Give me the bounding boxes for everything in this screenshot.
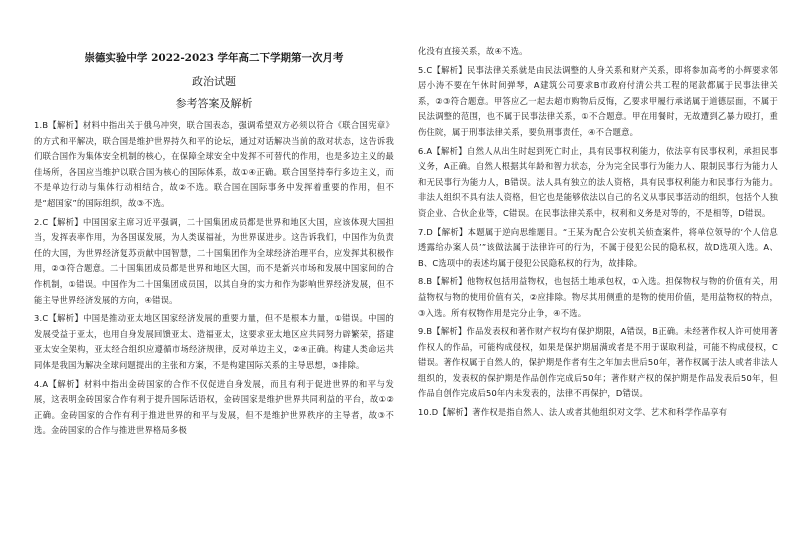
answer-item-5: 5.C【解析】民事法律关系就是由民法调整的人身关系和财产关系，即将参加高考的小辉要求邻居小涛不要在午休时间弹琴，A建筑公司要求B市政府付清公共工程的尾款都属于民事法律关系，②③符合题意。甲答应乙一起去超市购物后反悔，乙要求甲履行承诺属于道德层面，不属于民法调整的范围，也不属于民事法律关系，①不合题意。甲在用餐时，无故遭到乙暴力殴打，重伤住院，属于刑事法律关系，要负刑事责任，④不合题意。 (418, 64, 778, 137)
right-column (418, 0, 778, 424)
answer-item-7: 7.D【解析】本题属于逆向思维题目。“王某为配合公安机关侦查案件，将单位领导的‘个人信息透露给办案人员’”该做法属于法律许可的行为，不属于侵犯公民的隐私权，故D选项入选。A、B、C选项中的表述均属于侵犯公民隐私权的行为，故排除。 (418, 226, 778, 268)
answer-item-10: 10.D【解析】著作权是指自然人、法人或者其他组织对文学、艺术和科学作品享有 (418, 407, 728, 418)
answer-item-1: 1.B【解析】材料中指出关于俄乌冲突，联合国表态，强调希望双方必须以符合《联合国宪章》的方式和平解决，联合国是维护世界持久和平的论坛，通过对话解决当前的敌对状态，这告诉我们联合国作为集体安全机制的核心，在保障全球安全中发挥不可替代的作用，也是多边主义的最佳场所，各国应当维护以联合国为核心的国际体系，故①④正确。联合国坚持奉行多边主义，而不是单边行动与集体行动相结合，故②不选。联合国在国际事务中发挥着重要的作用，但不是“超国家”的国际组织，故③不选。 (34, 120, 394, 208)
subject-title: 政治试题 (192, 75, 236, 88)
answer-item-4: 4.A【解析】材料中指出金砖国家的合作不仅促进自身发展，而且有利于促进世界的和平与发展，这表明金砖国家合作有利于提升国际话语权，金砖国家是维护世界共同利益的平台，故①②正确。金砖国家的合作有利于推进世界的和平与发展，但不是维护世界秩序的主导者，故③不选。金砖国家的合作与推进世界格局多极 (34, 378, 394, 436)
answer-item-2: 2.C【解析】中国国家主席习近平强调，二十国集团成员都是世界和地区大国，应该体现大国担当，发挥表率作用，为各国谋发展，为人类谋福祉，为世界谋进步。这告诉我们，中国作为负责任的大国，为世界经济复苏贡献中国智慧，二十国集团作为全球经济治理平台，应发挥其积极作用，②③符合题意。二十国集团成员都是世界和地区大国，而不是新兴市场和发展中国家间的合作机制，①错误。中国作为二十国集团成员国，以其自身的实力和作为影响世界经济发展，但不能主导世界经济发展的方向，④错误。 (34, 216, 394, 305)
answer-item-4-continued: 化没有直接关系，故④不选。 (418, 46, 528, 56)
left-answers (34, 118, 394, 439)
right-answers (418, 44, 778, 421)
answer-item-9: 9.B【解析】作品发表权和著作财产权均有保护期限，A错误，B正确。未经著作权人许可使用著作权人的作品，可能构成侵权，如果是保护期届满或者是不用于谋取利益，可能不构成侵权，C错误。著作权属于自然人的，保护期是作者有生之年加去世后50年，著作权属于法人或者非法人组织的，发表权的保护期是作品创作完成后50年；著作财产权的保护期是作品发表后50年，但作品自创作完成后50年内未发表的，法律不再保护，D错误。 (418, 326, 778, 399)
answer-item-8: 8.B【解析】他物权包括用益物权，也包括土地承包权，①入选。担保物权与物的价值有关，用益物权与物的使用价值有关，②应排除。物尽其用侧重的是物的使用价值，是用益物权的特点，③入选。所有权物作用是完分止争，④不选。 (418, 276, 778, 318)
left-column (34, 0, 394, 442)
answer-key-title: 参考答案及解析 (175, 97, 253, 110)
answer-item-6: 6.A【解析】自然人从出生时起到死亡时止，具有民事权利能力，依法享有民事权利，承担民事义务，A正确。自然人根据其年龄和智力状态，分为完全民事行为能力人、限制民事行为能力人和无民事行为能力人，B错误。法人具有独立的法人资格，具有民事权利能力和民事行为能力。非法人组织不具有法人资格，但它也是能够依法以自己的名义从事民事活动的组织，包括个人独资企业、合伙企业等，C错误。在民事法律关系中，权利和义务是对等的，不是相等，D错误。 (418, 145, 778, 218)
exam-title: 崇德实验中学 2022-2023 学年高二下学期第一次月考 (84, 52, 344, 64)
answer-item-3: 3.C【解析】中国是推动亚太地区国家经济发展的重要力量，但不是根本力量，①错误。中国的发展受益于亚太，也用自身发展回馈亚太、造福亚太，这要求亚太地区应共同努力辟繁荣，搭建亚太安全架构，亚太经合组织应遵循市场经济规律，反对单边主义，②④正确。构建人类命运共同体是我国为解决全球问题提出的主张和方案，不是构建国际关系的主导思想，③排除。 (34, 313, 394, 370)
